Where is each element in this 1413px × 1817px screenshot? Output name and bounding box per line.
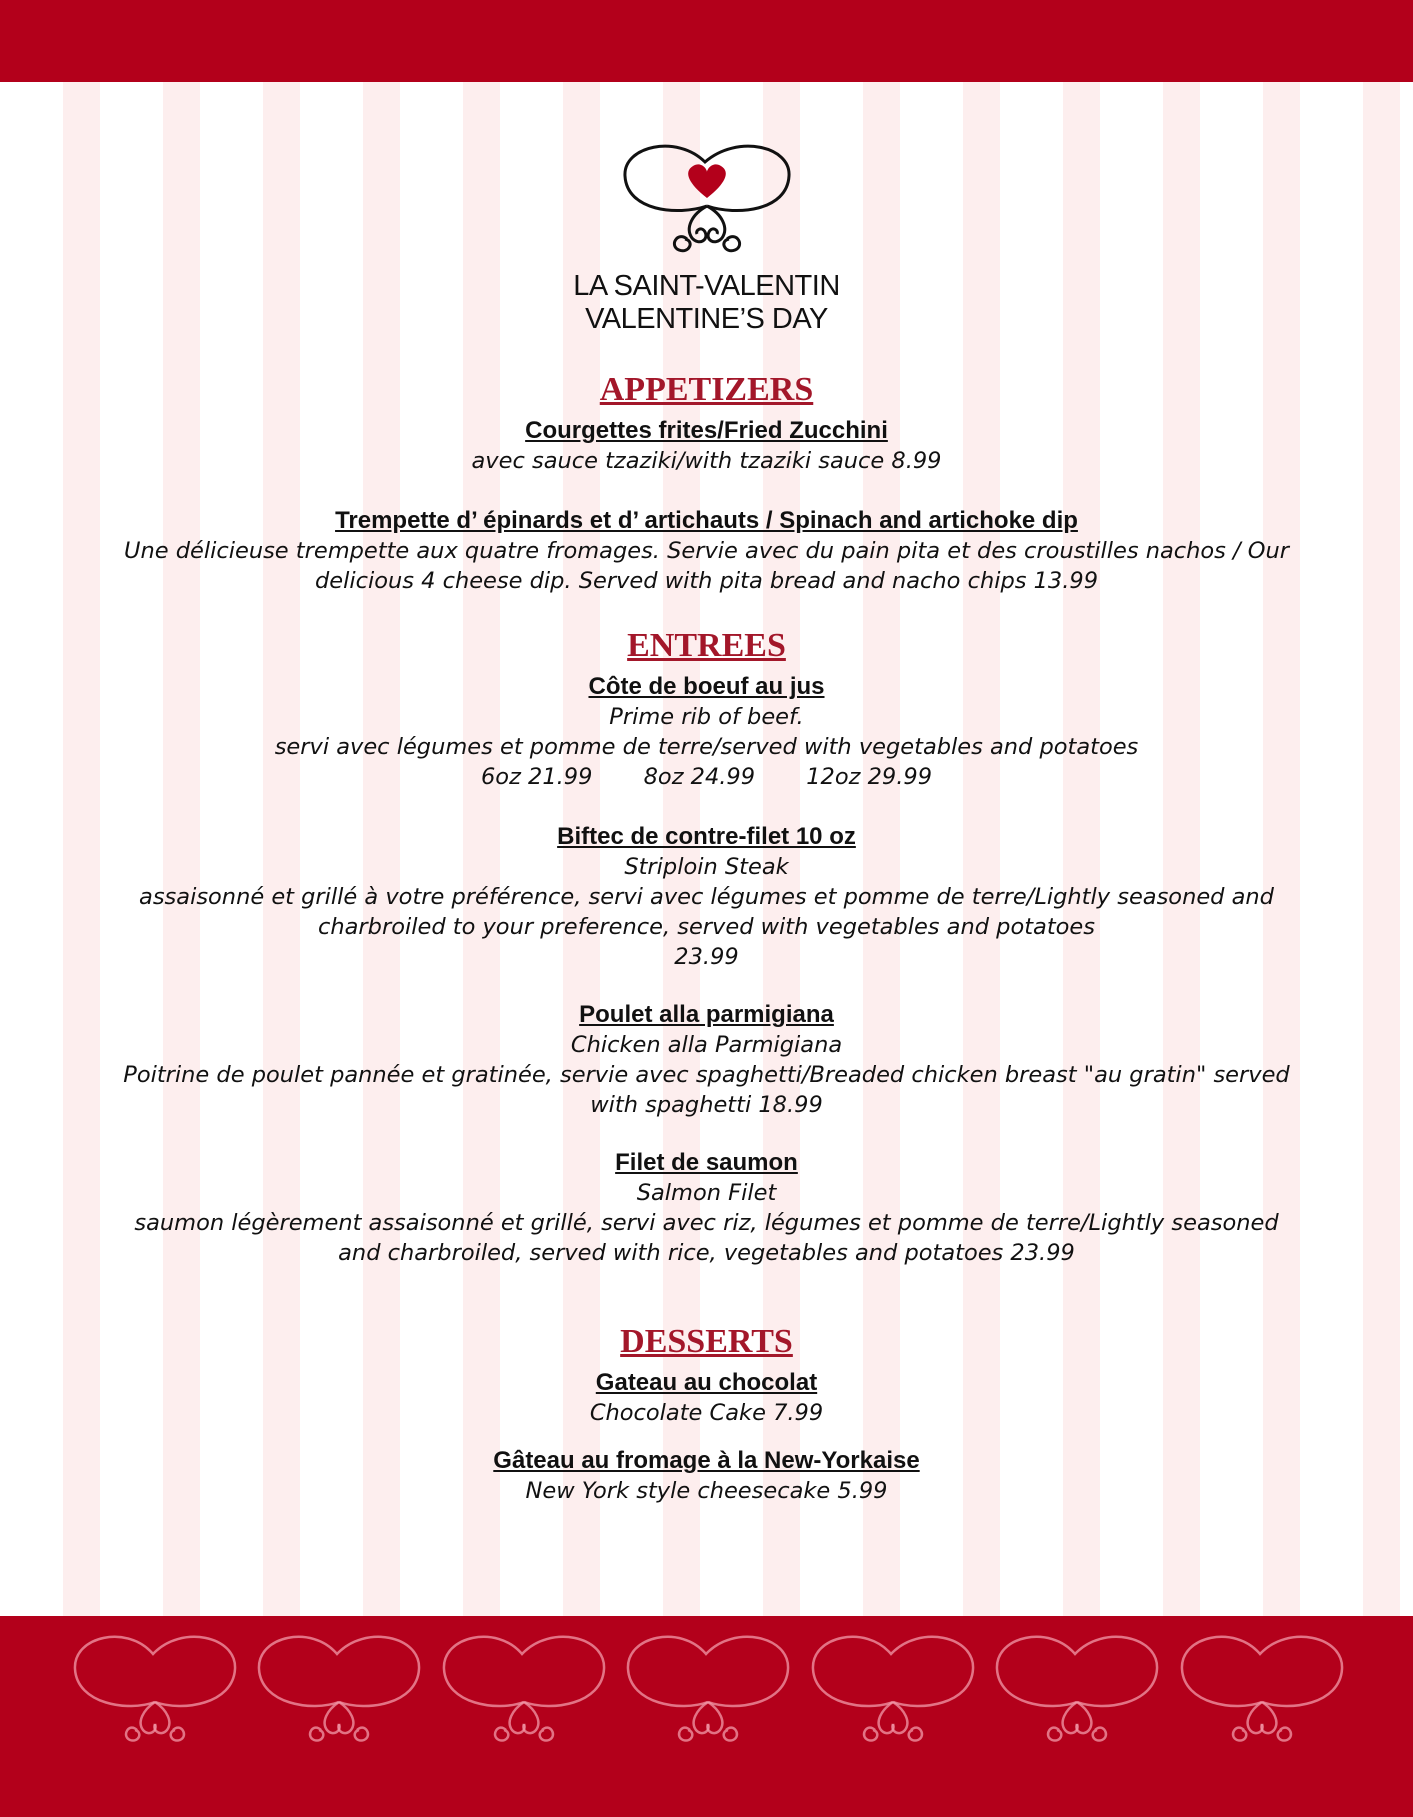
item-name: Poulet alla parmigiana [579,1001,834,1028]
item-name: Courgettes frites/Fried Zucchini [525,417,888,444]
menu-item [100,1368,1313,1428]
top-banner [0,0,1413,82]
menu-item [100,416,1313,476]
item-description: saumon légèrement assaisonné et grillé, servi avec riz, légumes et pomme de terre/Lightly seasoned [134,1210,1279,1236]
item-description: servi avec légumes et pomme de terre/served with vegetables and potatoes [274,734,1139,760]
menu-item [100,1446,1313,1506]
price-8oz: 8oz 24.99 [643,764,756,790]
menu-item [100,1000,1313,1120]
item-name: Biftec de contre-filet 10 oz [557,823,856,850]
menu-item [100,672,1313,792]
item-description: Salmon Filet [636,1180,777,1206]
item-name: Côte de boeuf au jus [588,673,825,700]
item-description: delicious 4 cheese dip. Served with pita bread and nacho chips 13.99 [314,568,1099,594]
item-description: Poitrine de poulet pannée et gratinée, servie avec spaghetti/Breaded chicken breast "au gratin" served [123,1062,1290,1088]
item-name: Gateau au chocolat [595,1369,818,1396]
item-price: 23.99 [674,944,739,970]
item-description: assaisonné et grillé à votre préférence, servi avec légumes et pomme de terre/Lightly seasoned and [139,884,1274,910]
heart-pattern-border [0,1616,1413,1817]
item-description: and charbroiled, served with rice, vegetables and potatoes 23.99 [338,1240,1075,1266]
item-description: with spaghetti 18.99 [590,1092,823,1118]
menu-item [100,1148,1313,1268]
logo-title-fr: LA SAINT-VALENTIN [573,270,840,302]
logo-title-en: VALENTINE’S DAY [585,303,828,335]
menu-content [100,368,1313,1536]
item-description: charbroiled to your preference, served with vegetables and potatoes [318,914,1095,940]
heart-swirl-icon [617,136,797,270]
item-description: Chicken alla Parmigiana [570,1032,843,1058]
item-description: Chocolate Cake 7.99 [589,1400,824,1426]
section-title-appetizers: APPETIZERS [599,371,814,408]
item-description: Prime rib of beef. [609,704,804,730]
menu-item [100,506,1313,596]
logo [0,136,1413,336]
item-name: Trempette d’ épinards et d’ artichauts / Spinach and artichoke dip [335,507,1078,534]
item-description: Une délicieuse trempette aux quatre fromages. Servie avec du pain pita et des croustilles nachos / Our [124,538,1289,564]
item-name: Filet de saumon [615,1149,798,1176]
item-prices [100,762,1313,792]
price-12oz: 12oz 29.99 [806,764,933,790]
item-name: Gâteau au fromage à la New-Yorkaise [493,1447,920,1474]
price-6oz: 6oz 21.99 [480,764,593,790]
item-description: Striploin Steak [624,854,789,880]
section-title-entrees: ENTREES [627,627,786,664]
item-description: avec sauce tzaziki/with tzaziki sauce 8.99 [471,448,942,474]
bottom-banner [0,1616,1413,1817]
section-title-desserts: DESSERTS [620,1323,793,1360]
item-description: New York style cheesecake 5.99 [525,1478,888,1504]
menu-item [100,822,1313,972]
